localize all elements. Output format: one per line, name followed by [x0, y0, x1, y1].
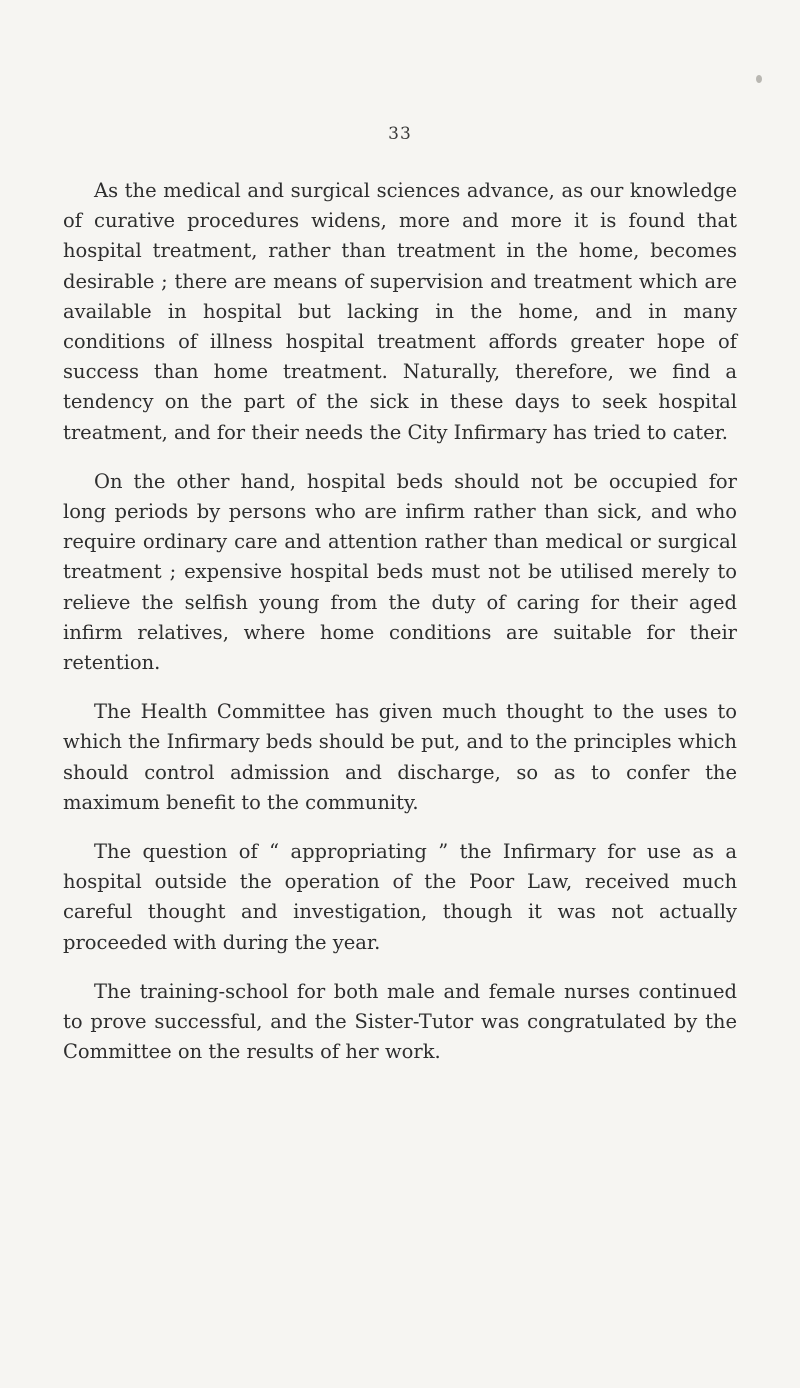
- page-number: 33: [388, 124, 412, 144]
- paper-speck: [756, 75, 762, 83]
- text-body: [63, 176, 737, 1086]
- paragraph-appropriating-infirmary: The question of “ appropriating ” the Infirmary for use as a hospital outside the operation of the Poor Law, received much careful thought and investigation, though it was not actually proceeded with during the year.: [63, 840, 737, 954]
- paragraph-hospital-beds: On the other hand, hospital beds should not be occupied for long periods by persons who are infirm rather than sick, and who require ordinary care and attention rather than medical or surgical treatment ; expensive hospital beds must not be utilised merely to relieve the selfish young from the duty of caring for their aged infirm relatives, where home conditions are suitable for their retention.: [63, 469, 737, 675]
- paragraph-medical-sciences: As the medical and surgical sciences advance, as our knowledge of curative procedures widens, more and more it is found that hospital treatment, rather than treatment in the home, becomes desirable ; there are means of supervision and treatment which are available in hospital but lacking in the home, and in many conditions of illness hospital treatment affords greater hope of success than home treatment. Naturally, therefore, we find a tendency on the part of the sick in these days to seek hospital treatment, and for their needs the City Infirmary has tried to cater.: [63, 179, 737, 444]
- paragraph-health-committee: The Health Committee has given much thought to the uses to which the Infirmary beds should be put, and to the principles which should control admission and discharge, so as to confer the maximum benefit to the community.: [63, 700, 737, 814]
- paragraph-training-school: The training-school for both male and female nurses continued to prove successful, and the Sister-Tutor was congratulated by the Committee on the results of her work.: [63, 979, 737, 1064]
